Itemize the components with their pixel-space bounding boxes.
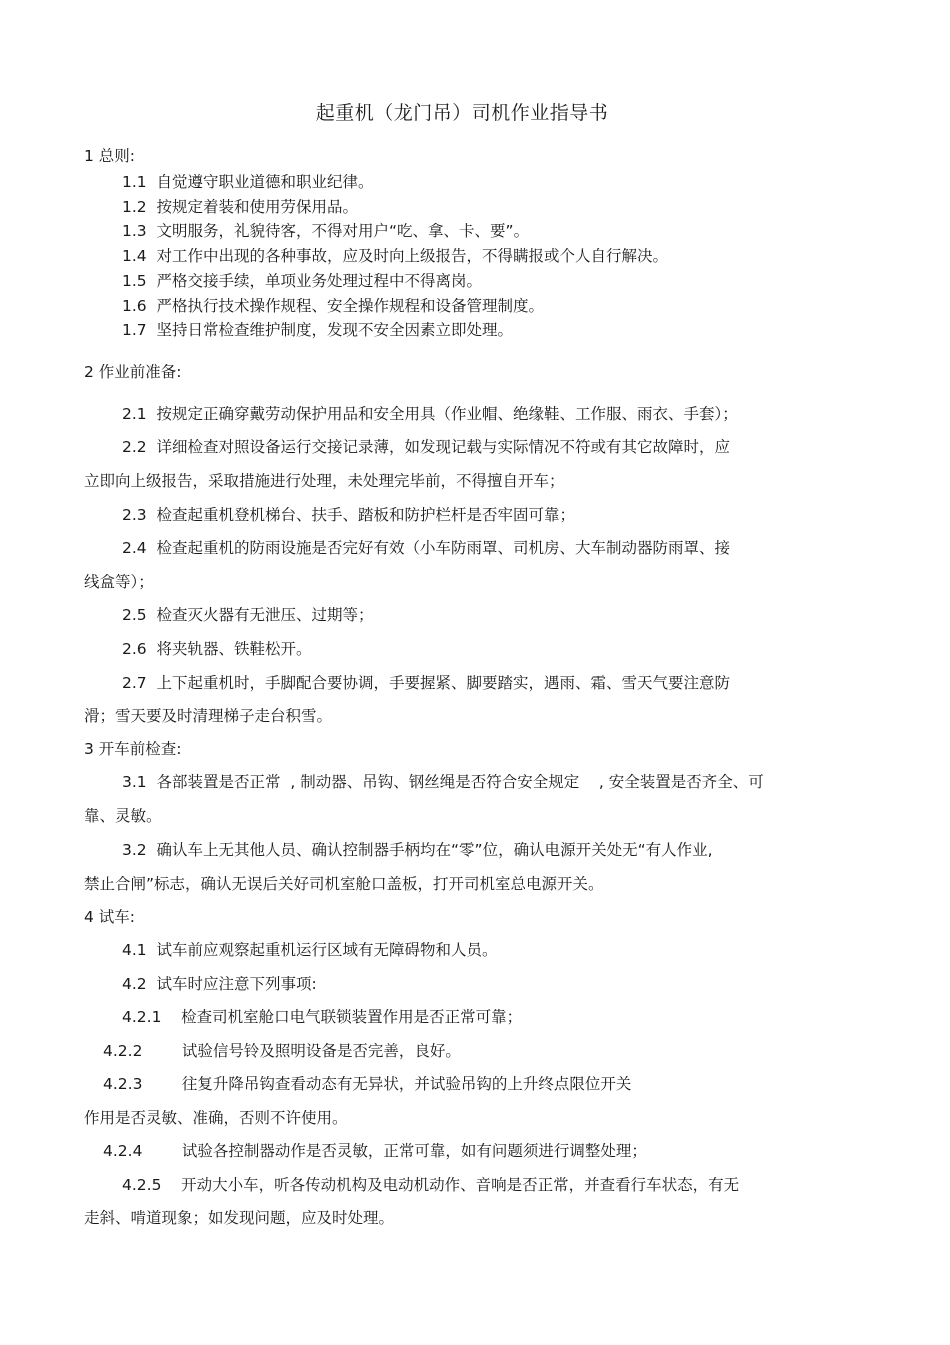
section-3-item: 3.1 各部装置是否正常 , 制动器、吊钩、钢丝绳是否符合安全规定 , 安全装置是否齐全、可 [122,773,764,791]
section-1-item: 1.4 对工作中出现的各种事故，应及时向上级报告，不得瞒报或个人自行解决。 [122,247,669,265]
section-4-subitem-continuation: 作用是否灵敏、准确，否则不许使用。 [84,1109,348,1127]
section-1-item: 1.3 文明服务，礼貌待客，不得对用户“吃、拿、卡、要”。 [122,222,530,240]
section-1-item: 1.7 坚持日常检查维护制度，发现不安全因素立即处理。 [122,321,514,339]
section-4-item: 4.2 试车时应注意下列事项: [122,975,317,993]
section-4-heading: 4 试车: [84,908,136,926]
section-4-subitem: 4.2.4 试验各控制器动作是否灵敏，正常可靠，如有问题须进行调整处理； [103,1142,647,1160]
section-3-item-continuation: 禁止合闸”标志，确认无误后关好司机室舱口盖板，打开司机室总电源开关。 [84,875,604,893]
section-2-item: 2.4 检查起重机的防雨设施是否完好有效（小车防雨罩、司机房、大车制动器防雨罩、接 [122,539,731,557]
section-4-subitem: 4.2.2 试验信号铃及照明设备是否完善，良好。 [103,1042,461,1060]
section-2-item: 2.6 将夹轨器、铁鞋松开。 [122,640,312,658]
section-1-item: 1.5 严格交接手续，单项业务处理过程中不得离岗。 [122,272,483,290]
section-3-item-continuation: 靠、灵敏。 [84,807,162,825]
section-1-item: 1.6 严格执行技术操作规程、安全操作规程和设备管理制度。 [122,297,545,315]
section-2-item-continuation: 线盒等）； [84,573,154,591]
section-2-heading: 2 作业前准备: [84,363,182,381]
document-title: 起重机（龙门吊）司机作业指导书 [315,102,609,124]
section-2-item: 2.3 检查起重机登机梯台、扶手、踏板和防护栏杆是否牢固可靠； [122,506,576,524]
section-4-subitem: 4.2.5 开动大小车，听各传动机构及电动机动作、音响是否正常，并查看行车状态，有无 [122,1176,740,1194]
section-2-item: 2.1 按规定正确穿戴劳动保护用品和安全用具（作业帽、绝缘鞋、工作服、雨衣、手套）； [122,405,738,423]
section-4-subitem: 4.2.1 检查司机室舱口电气联锁装置作用是否正常可靠； [122,1008,523,1026]
section-1-item: 1.1 自觉遵守职业道德和职业纪律。 [122,173,374,191]
section-2-item: 2.5 检查灭火器有无泄压、过期等； [122,606,374,624]
section-2-item: 2.7 上下起重机时，手脚配合要协调，手要握紧、脚要踏实，遇雨、霜、雪天气要注意防 [122,674,731,692]
section-1-item: 1.2 按规定着装和使用劳保用品。 [122,198,359,216]
section-1-heading: 1 总则: [84,147,136,165]
section-2-item: 2.2 详细检查对照设备运行交接记录薄，如发现记载与实际情况不符或有其它故障时，应 [122,438,731,456]
section-2-item-continuation: 滑；雪天要及时清理梯子走台积雪。 [84,707,333,725]
section-4-subitem: 4.2.3 往复升降吊钩查看动态有无异状，并试验吊钩的上升终点限位开关 [103,1075,632,1093]
section-4-item: 4.1 试车前应观察起重机运行区域有无障碍物和人员。 [122,941,498,959]
section-4-subitem-continuation: 走斜、啃道现象；如发现问题，应及时处理。 [84,1209,395,1227]
section-2-item-continuation: 立即向上级报告，采取措施进行处理，未处理完毕前，不得擅自开车； [84,472,565,490]
section-3-heading: 3 开车前检查: [84,740,182,758]
section-3-item: 3.2 确认车上无其他人员、确认控制器手柄均在“零”位，确认电源开关处无“有人作业, [122,841,713,859]
